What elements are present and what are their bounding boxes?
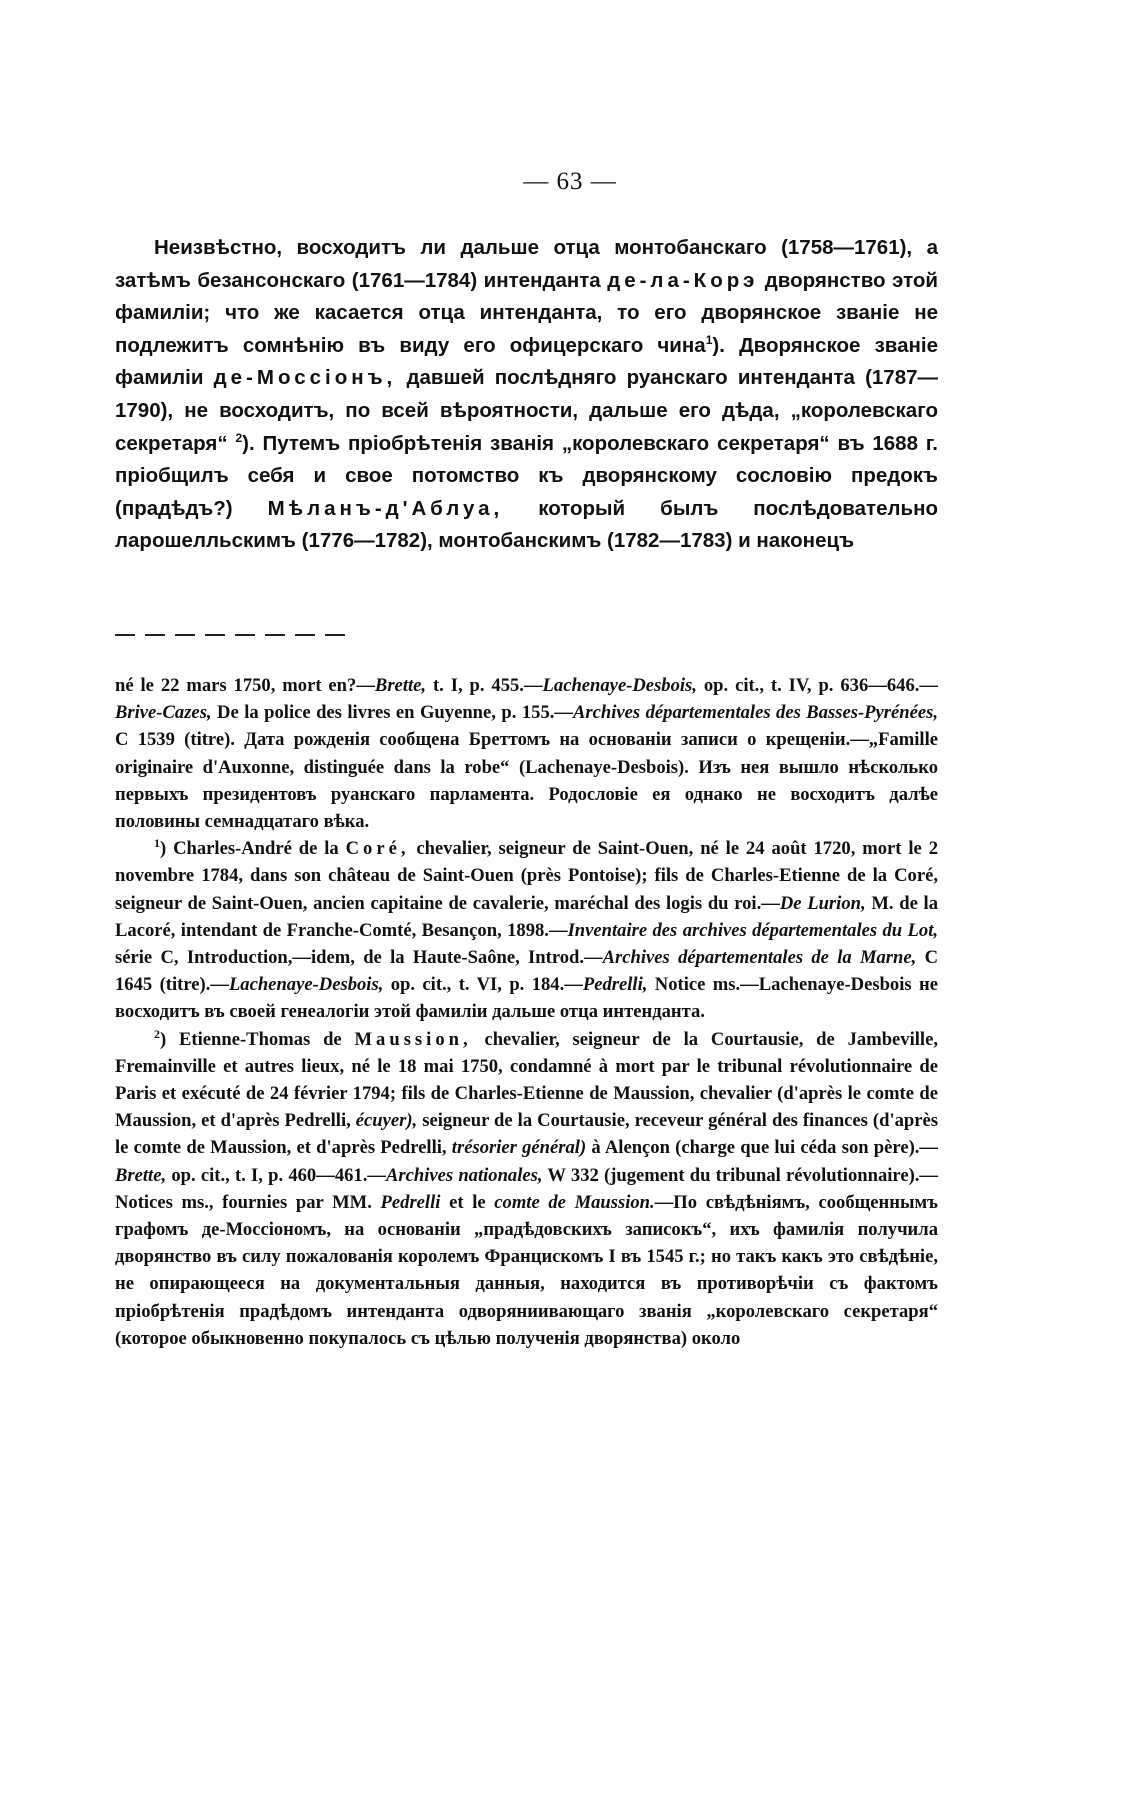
text-run: chevalier, seigneur de Saint-Ouen, né le 24 août 1720, mort le 2 novembre 1784, dans son château de Saint-Ouen (près Pontoise); fils de Charles-Etienne de la Coré, seigneur de Saint-Ouen, ancien capitaine de cavalerie, maréchal des logis du roi.— bbox=[115, 838, 938, 914]
text-run: seigneur de la Courtausie, receveur général des finances (d'après le comte de Maussion, et d'après Pedrelli, bbox=[115, 1110, 938, 1159]
italic-run: Brette, bbox=[115, 1164, 167, 1186]
text-run: —По свѣдѣніямъ, сообщеннымъ графомъ де-Моссіономъ, на основаніи „прадѣдовскихъ записокъ“, ихъ фамилія получила дворянство въ силу пожалованія королемъ Францискомъ I въ 1545 г.; но такъ какъ это свѣдѣніе, не опирающееся на документальныя данныя, находится въ противорѣчіи съ фактомъ пріобрѣтенія прадѣдомъ интенданта одворяниивающаго званія „королевскаго секретаря“ (которое обыкновенно покупалось съ цѣлью полученія дворянства) около bbox=[115, 1191, 939, 1349]
text-run: M. de la Lacoré, intendant de Franche-Comté, Besançon, 1898.— bbox=[115, 892, 939, 941]
italic-run: Brette, bbox=[374, 675, 427, 696]
footnote-mark: 2 bbox=[154, 1026, 160, 1041]
text-run: W 332 (jugement du tribunal révolutionnaire).—Notices ms., fournies par MM. bbox=[115, 1164, 939, 1213]
main-paragraph bbox=[115, 232, 938, 558]
text-run: Неизвѣстно, восходитъ ли дальше отца монтобанскаго (1758—1761), а затѣмъ безансонскаго (1761—1784) интенданта bbox=[115, 236, 938, 292]
text-run: op. cit., t. I, p. 460—461.— bbox=[166, 1164, 386, 1186]
italic-run: Pedrelli bbox=[380, 1191, 441, 1213]
text-run: Notice ms.—Lachenaye-Desbois не восходитъ въ своей генеалогіи этой фамиліи дальше отца интенданта. bbox=[115, 974, 938, 1023]
italic-run: Inventaire des archives départementales du Lot, bbox=[567, 919, 939, 941]
italic-run: Archives départementales de la Marne, bbox=[602, 947, 917, 969]
text-run: C 1645 (titre).— bbox=[115, 947, 939, 996]
italic-run: trésorier général) bbox=[451, 1137, 587, 1159]
page-number: — 63 — bbox=[523, 168, 617, 195]
italic-run: De Lurion, bbox=[779, 892, 866, 914]
spaced-name: Maussion, bbox=[354, 1028, 472, 1050]
text-run: op. cit., t. IV, p. 636—646.— bbox=[696, 675, 938, 696]
text-run: t. I, p. 455.— bbox=[426, 675, 543, 696]
italic-run: Archives départementales des Basses-Pyrénées, bbox=[572, 702, 938, 724]
spaced-name: де-ла-Корэ bbox=[607, 268, 759, 292]
footnote-2 bbox=[115, 1026, 938, 1352]
text-run: C 1539 (titre). Дата рожденія сообщена Бреттомъ на основаніи записи о крещеніи.—„Famille originaire d'Auxonne, distinguée dans la robe“ (Lachenaye-Desbois). Изъ нея вышло нѣсколько первыхъ президентовъ руанскаго парламента. Родословіе ея однако не восходитъ далѣе половины семнадцатаго вѣка. bbox=[115, 729, 938, 833]
footnote-separator bbox=[115, 634, 350, 636]
footnote-mark: 1 bbox=[154, 836, 160, 851]
text-run: который былъ послѣдовательно ларошелльскимъ (1776—1782), монтобанскимъ (1782—1783) и наконецъ bbox=[115, 496, 938, 553]
spaced-name: Мѣланъ-д'Аблуа, bbox=[267, 496, 504, 520]
text-run: ) Charles-André de la bbox=[160, 838, 346, 860]
italic-run: Pedrelli, bbox=[582, 974, 648, 996]
footnote-ref: 1 bbox=[705, 332, 713, 347]
text-run: ). Путемъ пріобрѣтенія званія „королевскаго секретаря“ въ 1688 г. пріобщилъ себя и свое потомство къ дворянскому сословію предокъ (прадѣдъ?) bbox=[115, 431, 938, 520]
italic-run: écuyer), bbox=[355, 1110, 418, 1132]
text-run: série C, Introduction,—idem, de la Haute-Saône, Introd.— bbox=[115, 947, 603, 969]
text-run: De la police des livres en Guyenne, p. 155.— bbox=[211, 702, 573, 724]
footnote-1 bbox=[115, 835, 938, 1025]
italic-run: comte de Maussion. bbox=[494, 1191, 655, 1213]
text-run: ) Etienne-Thomas de bbox=[160, 1028, 355, 1050]
spaced-name: Coré, bbox=[345, 838, 410, 860]
footnote-continuation bbox=[115, 672, 938, 835]
footnote-ref: 2 bbox=[235, 430, 243, 445]
main-text bbox=[115, 232, 938, 558]
italic-run: Lachenaye-Desbois, bbox=[542, 675, 697, 696]
text-run: à Alençon (charge que lui céda son père).— bbox=[586, 1137, 939, 1159]
footnotes bbox=[115, 672, 938, 1352]
text-run: chevalier, seigneur de la Courtausie, de Jambeville, Fremainville et autres lieux, né le 18 mai 1750, condamné à mort par le tribunal révolutionnaire de Paris et exécuté de 24 février 1794; fils de Charles-Etienne de Maussion, chevalier (d'après le comte de Maussion, et d'après Pedrelli, bbox=[115, 1028, 938, 1132]
text-run: né le 22 mars 1750, mort en?— bbox=[115, 675, 375, 696]
italic-run: Lachenaye-Desbois, bbox=[228, 974, 384, 996]
text-run: op. cit., t. VI, p. 184.— bbox=[383, 974, 583, 996]
text-run: ). Дворянское званіе фамиліи bbox=[115, 333, 939, 390]
italic-run: Archives nationales, bbox=[385, 1164, 543, 1186]
text-run: дворянство этой фамиліи; что же касается отца интенданта, то его дворянское званіе не подлежитъ сомнѣнію въ виду его офицерскаго чина bbox=[115, 268, 938, 357]
spaced-name: де-Моссіонъ, bbox=[213, 366, 397, 390]
text-run: et le bbox=[440, 1191, 495, 1213]
text-run: давшей послѣдняго руанскаго интенданта (1787—1790), не восходитъ, по всей вѣроятности, дальше его дѣда, „королевскаго секретаря“ bbox=[115, 366, 939, 455]
italic-run: Brive-Cazes, bbox=[115, 702, 212, 724]
